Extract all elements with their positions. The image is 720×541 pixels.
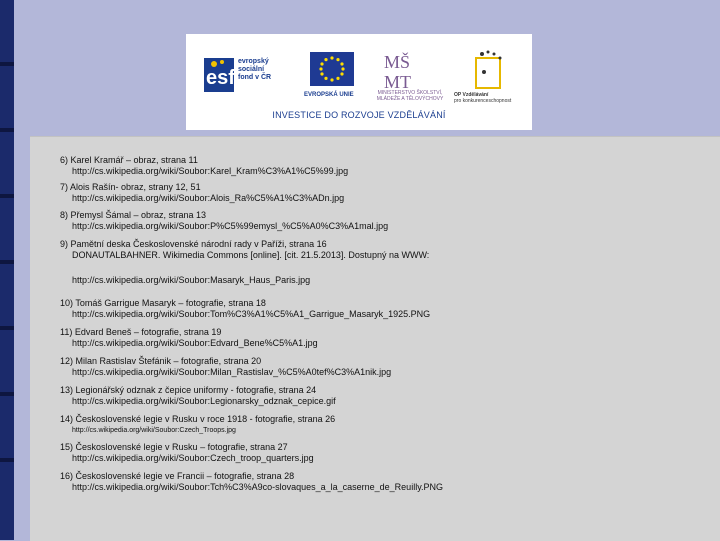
ref-url[interactable]: http://cs.wikipedia.org/wiki/Soubor:Milan_Rastislav_%C5%A0tef%C3%A1nik.jpg xyxy=(72,367,392,377)
list-item xyxy=(60,442,314,464)
ref-title: 12) Milan Rastislav Štefánik – fotografie, strana 20 xyxy=(60,356,262,366)
ref-title: 10) Tomáš Garrigue Masaryk – fotografie, strana 18 xyxy=(60,298,266,308)
svg-text:esf: esf xyxy=(206,67,235,89)
logo-banner xyxy=(186,34,532,130)
list-item xyxy=(60,385,336,407)
list-item xyxy=(60,155,348,177)
bar-tick xyxy=(0,392,14,396)
ref-url[interactable]: http://cs.wikipedia.org/wiki/Soubor:Czech_Troops.jpg xyxy=(72,427,236,434)
svg-text:MŠ: MŠ xyxy=(384,52,411,72)
bar-tick xyxy=(0,62,14,66)
ref-title: 13) Legionářský odznak z čepice uniformy - fotografie, strana 24 xyxy=(60,385,317,395)
ref-title: 9) Pamětní deska Československé národní rady v Paříži, strana 16 xyxy=(60,239,327,249)
list-item xyxy=(60,414,335,436)
ref-url[interactable]: http://cs.wikipedia.org/wiki/Soubor:Masaryk_Haus_Paris.jpg xyxy=(72,275,311,285)
eu-flag-icon xyxy=(310,52,354,86)
ref-url[interactable]: http://cs.wikipedia.org/wiki/Soubor:Czech_troop_quarters.jpg xyxy=(72,453,314,463)
esf-caption: evropský sociální fond v ČR xyxy=(238,58,272,81)
ref-source-text: DONAUTALBAHNER. Wikimedia Commons [online]. [cit. 21.5.2013]. Dostupný na WWW: xyxy=(72,250,430,260)
ref-title: 15) Československé legie v Rusku – fotografie, strana 27 xyxy=(60,442,288,452)
ref-title: 8) Přemysl Šámal – obraz, strana 13 xyxy=(60,210,207,220)
ref-url[interactable]: http://cs.wikipedia.org/wiki/Soubor:Karel_Kram%C3%A1%C5%99.jpg xyxy=(72,166,349,176)
ref-title: 16) Československé legie ve Francii – fotografie, strana 28 xyxy=(60,471,295,481)
list-item xyxy=(60,356,391,378)
ref-url[interactable]: http://cs.wikipedia.org/wiki/Soubor:Tom%C3%A1%C5%A1_Garrigue_Masaryk_1925.PNG xyxy=(72,309,431,319)
list-item xyxy=(60,471,443,493)
ref-url[interactable]: http://cs.wikipedia.org/wiki/Soubor:Tch%C3%A9co-slovaques_a_la_caserne_de_Reuilly.PNG xyxy=(72,482,444,492)
list-item xyxy=(60,327,318,349)
bar-tick xyxy=(0,326,14,330)
bar-tick xyxy=(0,194,14,198)
ref-url[interactable]: http://cs.wikipedia.org/wiki/Soubor:Legionarsky_odznak_cepice.gif xyxy=(72,396,336,406)
ref-title: 11) Edvard Beneš – fotografie, strana 19 xyxy=(60,327,222,337)
ref-url[interactable]: http://cs.wikipedia.org/wiki/Soubor:Edvard_Bene%C5%A1.jpg xyxy=(72,338,318,348)
ref-url[interactable]: http://cs.wikipedia.org/wiki/Soubor:Alois_Ra%C5%A1%C3%ADn.jpg xyxy=(72,193,345,203)
op-caption: OP Vzdělávání pro konkurenceschopnost xyxy=(454,92,512,104)
list-item xyxy=(60,182,344,204)
eu-caption: EVROPSKÁ UNIE xyxy=(304,92,354,98)
list-item xyxy=(60,239,429,261)
bar-tick xyxy=(0,260,14,264)
ref-title: 14) Československé legie v Rusku v roce 1918 - fotografie, strana 26 xyxy=(60,414,336,424)
ref-title: 7) Alois Rašín- obraz, strany 12, 51 xyxy=(60,182,201,192)
op-logo-icon xyxy=(470,48,508,92)
svg-text:MT: MT xyxy=(384,72,411,92)
msmt-logo-icon xyxy=(382,50,428,92)
left-decorative-bar xyxy=(0,0,14,540)
list-item xyxy=(60,275,310,286)
bar-tick xyxy=(0,128,14,132)
esf-logo-icon xyxy=(204,54,240,98)
msmt-caption: MINISTERSTVO ŠKOLSTVÍ, MLÁDEŽE A TĚLOVÝCHOVY xyxy=(376,90,444,102)
list-item xyxy=(60,210,388,232)
bar-tick xyxy=(0,458,14,462)
list-item xyxy=(60,298,430,320)
invest-slogan: INVESTICE DO ROZVOJE VZDĚLÁVÁNÍ xyxy=(272,110,446,120)
ref-title: 6) Karel Kramář – obraz, strana 11 xyxy=(60,155,198,165)
ref-url[interactable]: http://cs.wikipedia.org/wiki/Soubor:P%C5%99emysl_%C5%A0%C3%A1mal.jpg xyxy=(72,221,389,231)
